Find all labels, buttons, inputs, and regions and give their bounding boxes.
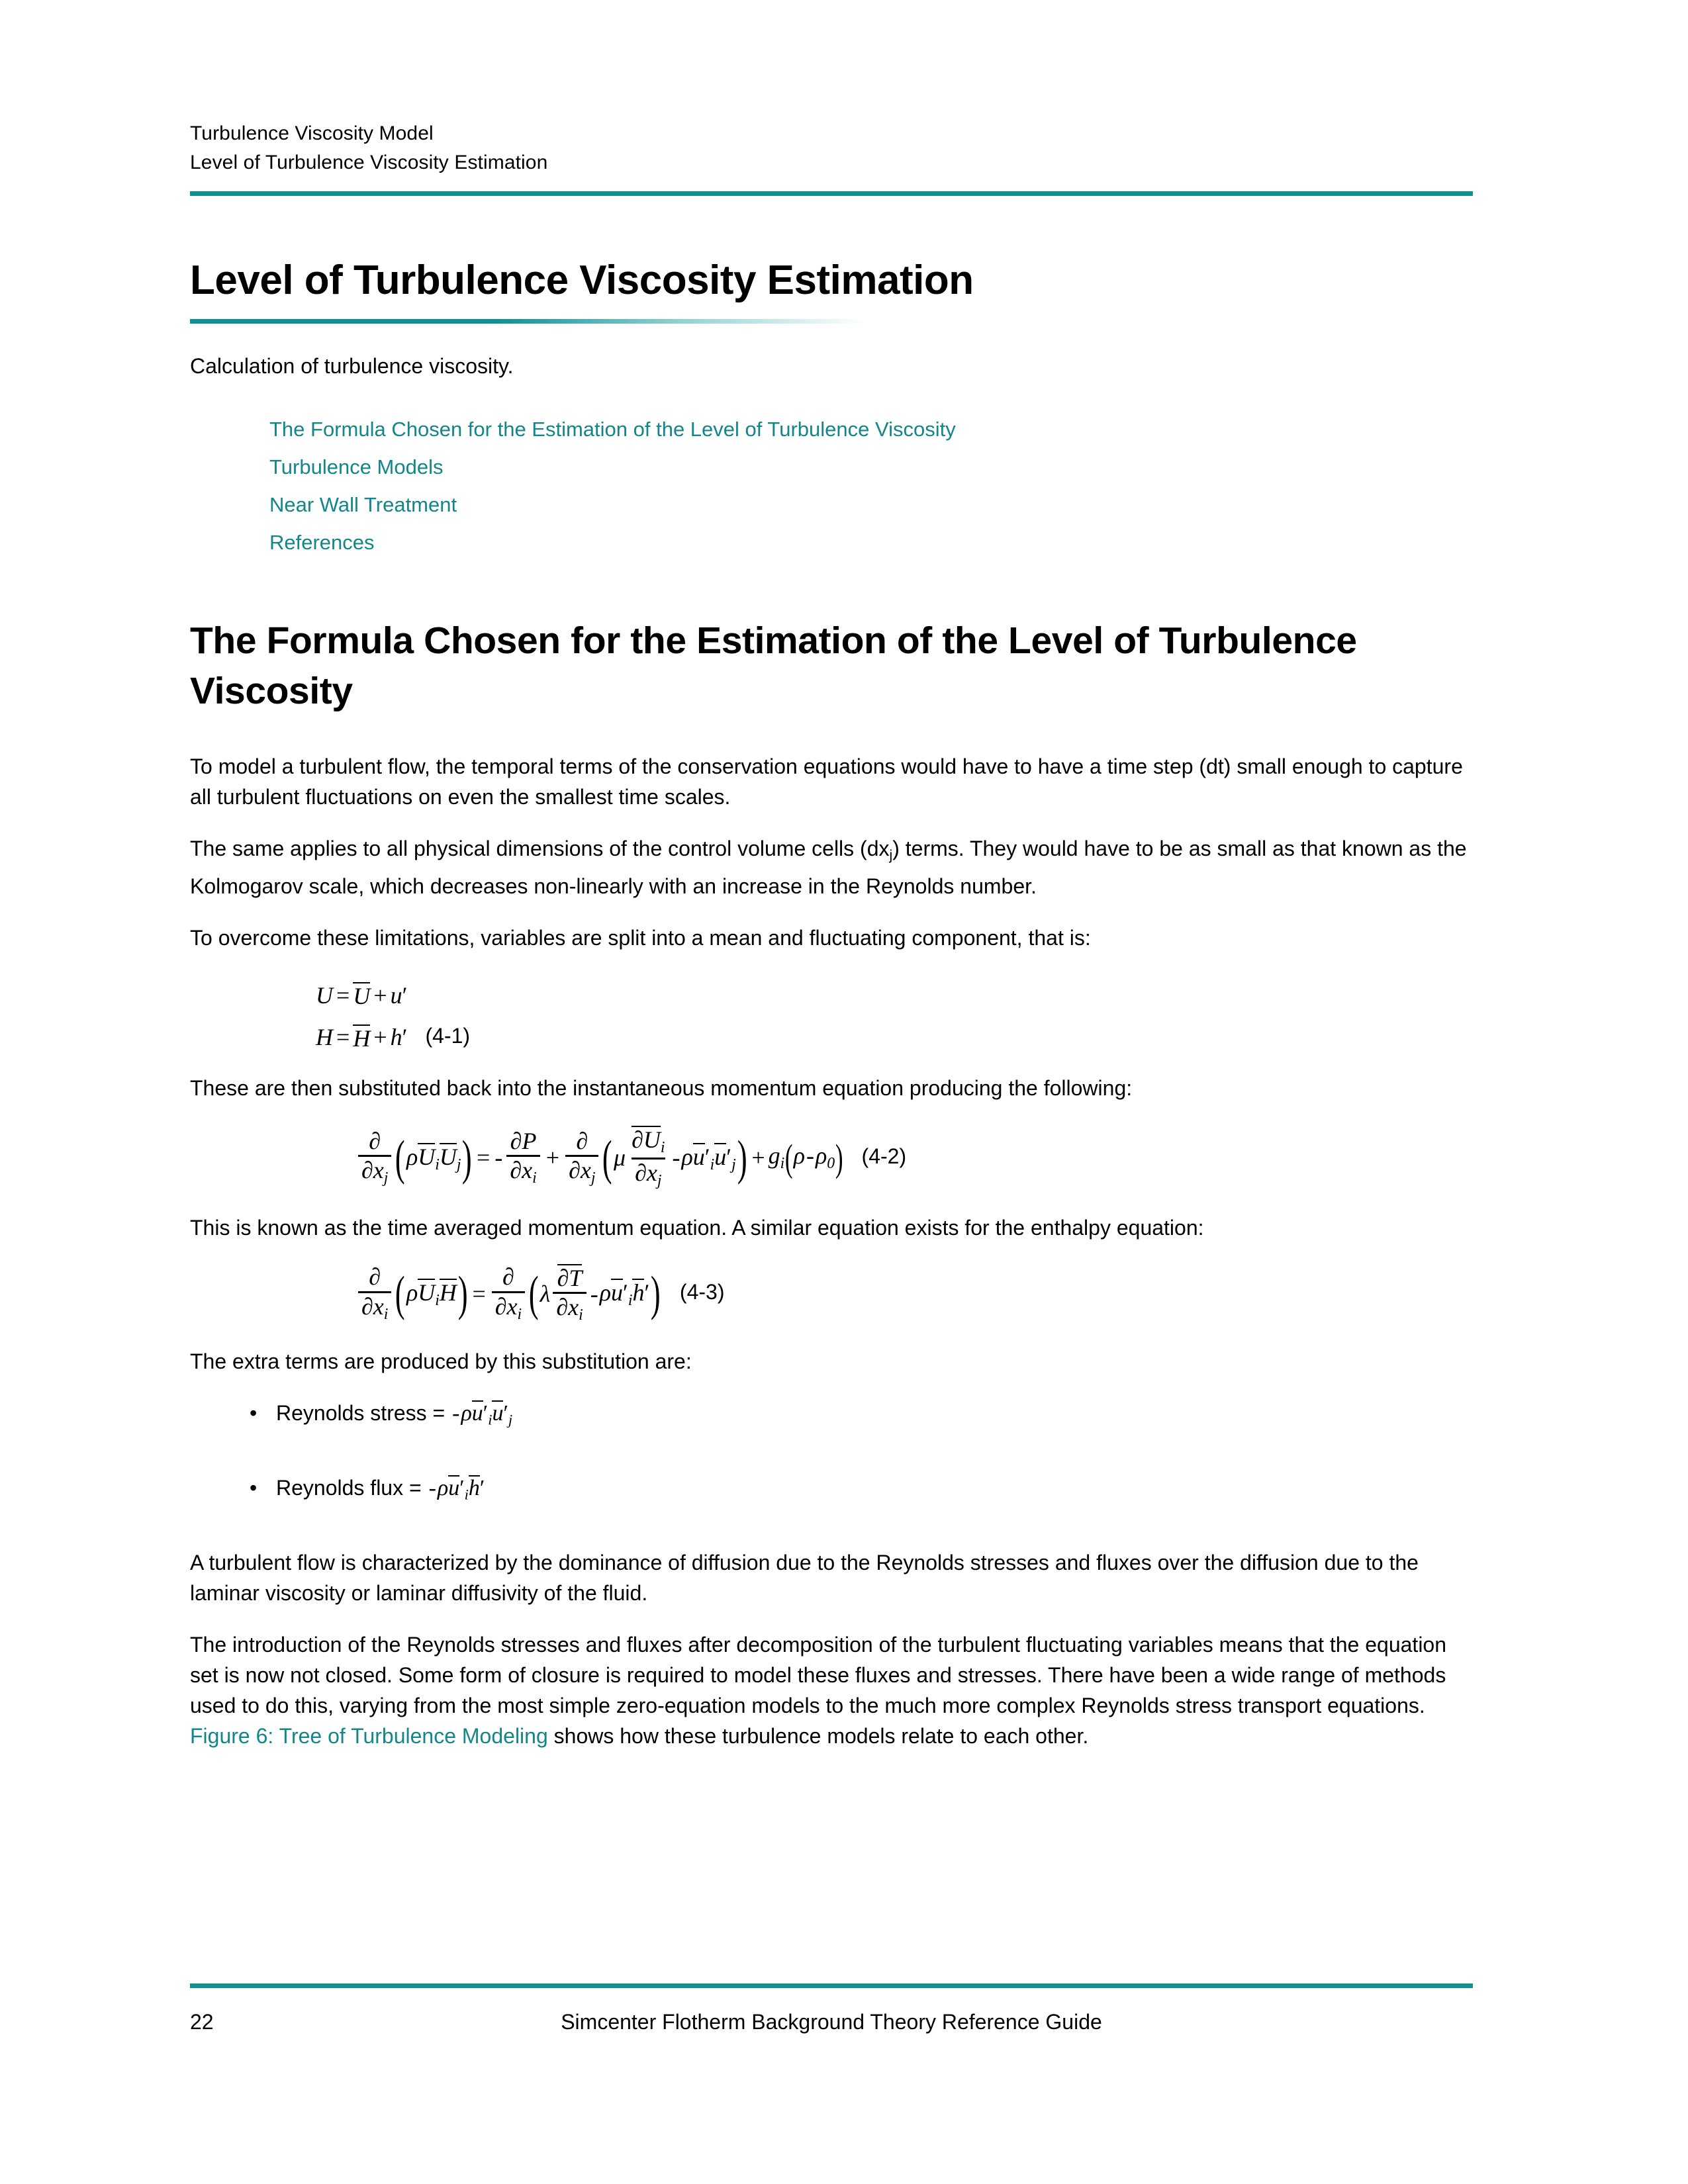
equation-4-3 xyxy=(190,1264,1474,1324)
figure-cross-reference-link[interactable]: Figure 6: Tree of Turbulence Modeling xyxy=(190,1723,548,1748)
equation-4-1-number: (4-1) xyxy=(425,1023,471,1048)
extra-terms-list xyxy=(190,1398,1474,1510)
equation-4-2-number: (4-2) xyxy=(861,1144,907,1168)
reynolds-flux-label: Reynolds flux = xyxy=(276,1476,428,1500)
paragraph-closure-part-a: The introduction of the Reynolds stresses and fluxes after decomposition of the turbulent fluctuating variables means that the equation set is now not closed. Some form of closure is required to model these fluxes and stresses. There have been a wide range of methods used to do this, varying from the most simple zero-equation models to the much more complex Reynolds stress transport equations. xyxy=(190,1632,1447,1717)
title-underline-rule xyxy=(190,319,865,324)
reynolds-stress-label: Reynolds stress = xyxy=(276,1401,451,1426)
equation-4-2-expression: $\frac{\partial}{\partial xj}$ ( ρUiUj ) = - $\frac{\partial P}{\partial xi}$ + $\frac{\partial}{\partial xj}$ ( μ $\frac{\partial Ui}{\partial xj}$ - ρu′iu′j ) + gi ( ρ-ρ0 ) (4-2) xyxy=(190,1126,1474,1189)
equation-4-3-expression: $\frac{\partial}{\partial xi}$ ( ρUiH ) = $\frac{\partial}{\partial xi}$ ( λ $\frac{\partial T}{\partial xi}$ - ρu′ih′ ) (4-3) xyxy=(190,1264,1474,1324)
paragraph-split-variables: To overcome these limitations, variables are split into a mean and fluctuating component, that is: xyxy=(190,925,1091,950)
mini-toc xyxy=(269,410,1461,561)
paragraph-substituted-back: These are then substituted back into the instantaneous momentum equation producing the following: xyxy=(190,1076,1133,1101)
header-divider-rule xyxy=(190,191,1473,196)
footer-divider-rule xyxy=(190,1983,1473,1988)
reynolds-flux-math: -ρu′ih′ xyxy=(428,1476,485,1503)
paragraph-time-step: To model a turbulent flow, the temporal terms of the conservation equations would have to have a time step (dt) small enough to capture all turbulent fluctuations on even the smallest time scales. xyxy=(190,754,1463,809)
footer-guide-title: Simcenter Flotherm Background Theory Reference Guide xyxy=(561,2010,1102,2034)
running-header-line-1: Turbulence Viscosity Model xyxy=(190,122,434,144)
equation-4-1-line-2: H = H + h ′ (4-1) xyxy=(316,1023,471,1052)
toc-link-near-wall-treatment[interactable]: Near Wall Treatment xyxy=(269,493,457,516)
section-heading: The Formula Chosen for the Estimation of the Level of Turbulence Viscosity xyxy=(190,619,1357,712)
paragraph-extra-terms: The extra terms are produced by this substitution are: xyxy=(190,1349,692,1374)
chapter-intro-text: Calculation of turbulence viscosity. xyxy=(190,354,514,378)
equation-4-2 xyxy=(190,1126,1474,1189)
paragraph-closure-methods xyxy=(190,1629,1474,1751)
list-item xyxy=(190,1473,1474,1510)
running-header xyxy=(190,119,1473,177)
paragraph-kolmogarov-part-b: ) terms. They would have to be as small as that known as the Kolmogarov scale, which decreases non-linearly with an increase in the Reynolds number. xyxy=(190,837,1467,898)
footer-page-number: 22 xyxy=(190,2010,214,2034)
running-header-line-2: Level of Turbulence Viscosity Estimation xyxy=(190,152,548,173)
page-title: Level of Turbulence Viscosity Estimation xyxy=(190,257,974,303)
equation-4-1-line-1: U = U + u ′ xyxy=(316,981,408,1010)
equation-4-1 xyxy=(190,973,1474,1057)
reynolds-stress-math: -ρu′iu′j xyxy=(452,1401,513,1429)
paragraph-time-averaged: This is known as the time averaged momentum equation. A similar equation exists for the enthalpy equation: xyxy=(190,1215,1204,1240)
bullet-marker-icon: • xyxy=(250,1401,258,1426)
toc-link-references[interactable]: References xyxy=(269,531,375,554)
paragraph-kolmogarov xyxy=(190,833,1474,901)
toc-link-formula[interactable]: The Formula Chosen for the Estimation of the Level of Turbulence Viscosity xyxy=(269,418,956,441)
bullet-marker-icon: • xyxy=(250,1476,258,1500)
equation-4-3-number: (4-3) xyxy=(679,1280,725,1304)
paragraph-closure-part-b: shows how these turbulence models relate to each other. xyxy=(547,1723,1089,1748)
body-content xyxy=(190,751,1474,1772)
list-item xyxy=(190,1398,1474,1435)
toc-link-turbulence-models[interactable]: Turbulence Models xyxy=(269,455,444,478)
paragraph-kolmogarov-part-a: The same applies to all physical dimensions of the control volume cells (dx xyxy=(190,837,890,860)
paragraph-turbulent-flow-characterized: A turbulent flow is characterized by the dominance of diffusion due to the Reynolds stresses and fluxes over the diffusion due to the laminar viscosity or laminar diffusivity of the fluid. xyxy=(190,1550,1419,1605)
paragraph-kolmogarov-subscript: j xyxy=(889,847,893,863)
